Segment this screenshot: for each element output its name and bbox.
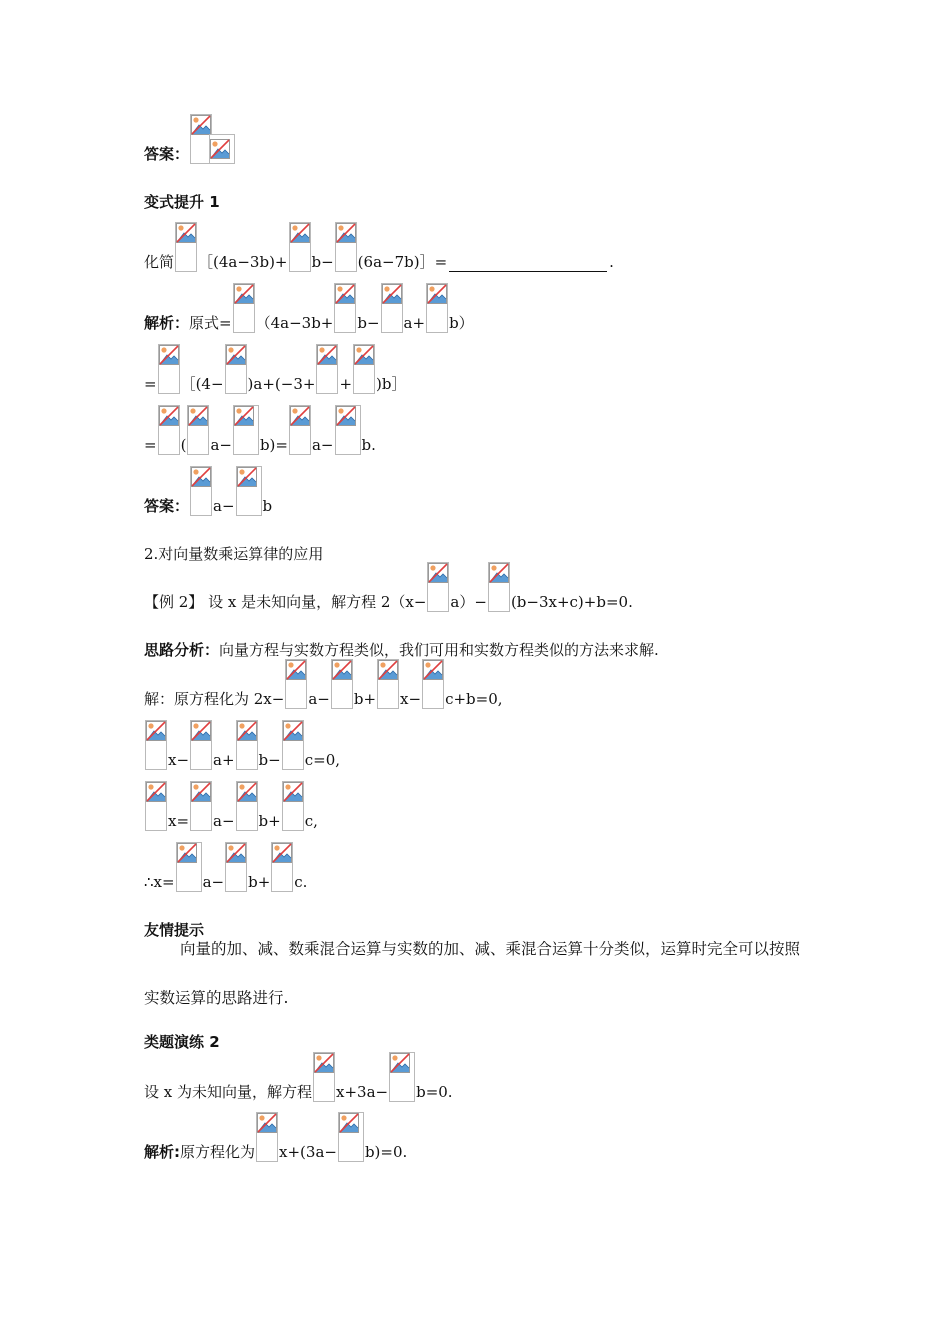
text: a+ — [403, 314, 426, 332]
text: x− — [400, 690, 422, 708]
text: 【例 2】 设 x 是未知向量，解方程 2（x− — [144, 593, 427, 611]
text: b+ — [248, 873, 271, 891]
subsection-heading — [144, 512, 323, 564]
text: (b−3x+c)+b=0. — [510, 593, 633, 611]
broken-image-icon — [236, 466, 262, 516]
broken-image-icon — [236, 781, 258, 831]
solution-label: 解析： — [144, 314, 190, 332]
broken-image-icon — [176, 842, 202, 892]
broken-image-icon — [271, 842, 293, 892]
broken-image-icon — [316, 344, 338, 394]
section-heading: 友情提示 — [144, 921, 205, 939]
broken-image-icon — [353, 344, 375, 394]
broken-image-icon — [225, 344, 247, 394]
text: c. — [294, 873, 308, 891]
broken-image-icon — [190, 781, 212, 831]
broken-image-icon — [175, 222, 197, 272]
text: 原式= — [189, 314, 232, 332]
broken-image-icon — [190, 720, 212, 770]
heading-practice-2 — [144, 1000, 220, 1052]
text: （4a−3b+ — [255, 314, 334, 332]
text: b） — [449, 314, 474, 332]
text: b=0. — [416, 1083, 453, 1101]
text: )b］ — [376, 375, 407, 393]
text: b. — [361, 436, 376, 454]
text: b− — [258, 751, 281, 769]
broken-image-icon — [389, 1052, 415, 1102]
broken-image-icon — [381, 283, 403, 333]
solve-line-1 — [144, 657, 503, 709]
broken-image-icon — [426, 283, 448, 333]
broken-image-icon — [145, 720, 167, 770]
text: ［(4− — [180, 375, 224, 393]
text: b− — [311, 253, 334, 271]
broken-image-icon — [335, 222, 357, 272]
tip-paragraph: 向量的加、减、数乘混合运算与实数的加、减、乘混合运算十分类似，运算时完全可以按照实数运算的思路进行. — [144, 940, 801, 1007]
broken-image-icon — [158, 405, 180, 455]
text: a− — [210, 436, 232, 454]
text: 解：原方程化为 2x− — [144, 690, 285, 708]
answer-line-1 — [144, 112, 236, 164]
broken-image-icon — [233, 405, 259, 455]
text: c, — [304, 812, 318, 830]
broken-image-icon — [289, 405, 311, 455]
broken-image-icon — [285, 659, 307, 709]
broken-image-icon — [233, 283, 255, 333]
text: b — [262, 497, 273, 515]
solution-line-1 — [144, 281, 474, 333]
broken-image-icon — [335, 405, 361, 455]
text: a− — [308, 690, 330, 708]
broken-image-icon — [256, 1112, 278, 1162]
broken-image-icon — [334, 283, 356, 333]
text: b+ — [258, 812, 281, 830]
text: a+ — [213, 751, 235, 769]
broken-image-icon — [187, 405, 209, 455]
section-heading: 类题演练 2 — [144, 1033, 220, 1051]
broken-image-icon — [488, 562, 510, 612]
section-heading: 变式提升 1 — [144, 193, 220, 211]
text: b)= — [259, 436, 288, 454]
text: a− — [213, 497, 235, 515]
text: b+ — [353, 690, 377, 708]
broken-image-icon — [422, 659, 444, 709]
broken-image-icon — [331, 659, 353, 709]
broken-image-icon — [427, 562, 449, 612]
example-2-line — [144, 560, 633, 612]
answer-blank — [449, 255, 607, 272]
text: 2.对向量数乘运算律的应用 — [144, 545, 324, 563]
broken-image-icon — [282, 781, 304, 831]
broken-image-icon — [313, 1052, 335, 1102]
text: a− — [311, 436, 334, 454]
exercise-line — [144, 220, 614, 272]
broken-image-icon — [225, 842, 247, 892]
broken-image-icon — [158, 344, 180, 394]
text: a− — [213, 812, 235, 830]
text: )a+(−3+ — [247, 375, 316, 393]
text: ( — [180, 436, 187, 454]
broken-image-icon — [190, 466, 212, 516]
text: a− — [202, 873, 225, 891]
text: = — [144, 436, 157, 454]
text: x= — [168, 812, 190, 830]
solution-line-2 — [144, 342, 407, 394]
text: c=0, — [304, 751, 340, 769]
text: b− — [357, 314, 380, 332]
text: b)=0. — [364, 1143, 408, 1161]
text: ∴x= — [144, 873, 175, 891]
broken-image-icon — [282, 720, 304, 770]
solve-line-3 — [144, 779, 318, 831]
solution-line-3 — [144, 403, 376, 455]
text: ［(4a−3b)+ — [198, 253, 288, 271]
analysis-line — [144, 608, 659, 660]
text: x+(3a− — [279, 1143, 337, 1161]
text: = — [144, 375, 157, 393]
heading-variant-1 — [144, 160, 220, 212]
broken-image-icon — [289, 222, 311, 272]
broken-image-icon — [377, 659, 399, 709]
text: (6a−7b)］= — [357, 253, 448, 271]
text: . — [609, 253, 614, 271]
answer-label: 答案： — [144, 497, 190, 515]
answer-label: 答案： — [144, 145, 190, 163]
analysis-label: 思路分析： — [144, 641, 220, 659]
text: x+3a− — [336, 1083, 389, 1101]
practice-solution-line — [144, 1110, 407, 1162]
broken-image-icon — [338, 1112, 364, 1162]
text: 设 x 为未知向量，解方程 — [144, 1083, 312, 1101]
text: 原方程化为 — [180, 1143, 256, 1161]
text: a）− — [450, 593, 487, 611]
solve-line-4 — [144, 840, 307, 892]
text: 向量方程与实数方程类似，我们可用和实数方程类似的方法来求解. — [219, 641, 659, 659]
text: c+b=0, — [445, 690, 503, 708]
broken-image-icon — [236, 720, 258, 770]
text: + — [339, 375, 353, 393]
broken-image-icon — [145, 781, 167, 831]
practice-line — [144, 1050, 453, 1102]
text: 化简 — [144, 253, 175, 271]
solution-label: 解析: — [144, 1143, 180, 1161]
answer-line-2 — [144, 464, 272, 516]
text: x− — [168, 751, 190, 769]
solve-line-2 — [144, 718, 340, 770]
